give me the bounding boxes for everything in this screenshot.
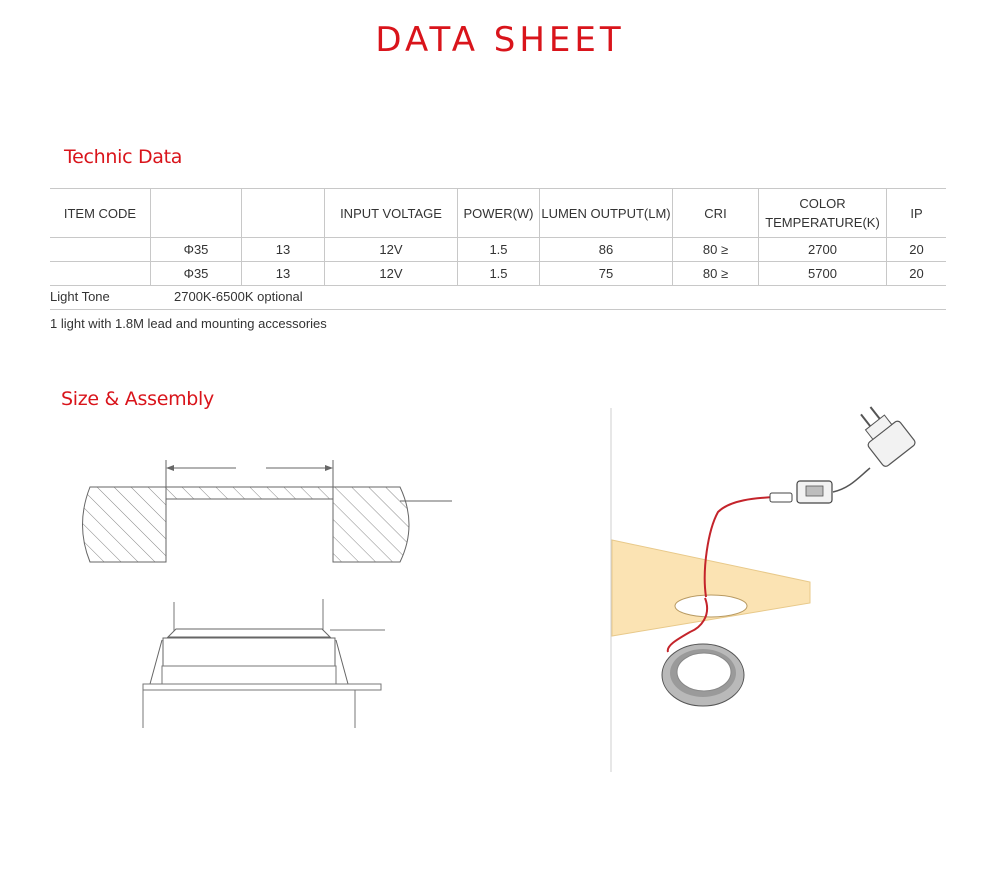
cell: 80 ≥ (673, 238, 759, 262)
puck-light (662, 644, 744, 706)
cell: Φ35 (151, 262, 242, 286)
header-color-temperature: COLOR TEMPERATURE(K) (759, 189, 887, 238)
cell: 5700 (759, 262, 887, 286)
header-input-voltage: INPUT VOLTAGE (325, 189, 458, 238)
cell: 13 (242, 238, 325, 262)
cell: 86 (540, 238, 673, 262)
cell: 1.5 (458, 262, 540, 286)
package-note: 1 light with 1.8M lead and mounting accessories (50, 316, 327, 331)
technic-data-heading: Technic Data (64, 146, 183, 168)
cell: 12V (325, 262, 458, 286)
cell: 1.5 (458, 238, 540, 262)
header-item-code: ITEM CODE (50, 189, 151, 238)
header-cri: CRI (673, 189, 759, 238)
header-power: POWER(W) (458, 189, 540, 238)
cell: 13 (242, 262, 325, 286)
cell: 20 (887, 238, 947, 262)
size-assembly-heading: Size & Assembly (61, 388, 214, 410)
cell: 12V (325, 238, 458, 262)
cell: 2700 (759, 238, 887, 262)
cell: Φ35 (151, 238, 242, 262)
cell: 75 (540, 262, 673, 286)
light-tone-label: Light Tone (50, 289, 110, 304)
cell: 20 (887, 262, 947, 286)
page-title: DATA SHEET (375, 20, 625, 60)
light-tone-value: 2700K-6500K optional (174, 289, 303, 304)
cell: 80 ≥ (673, 262, 759, 286)
header-ip: IP (887, 189, 947, 238)
header-lumen-output: LUMEN OUTPUT(LM) (540, 189, 673, 238)
